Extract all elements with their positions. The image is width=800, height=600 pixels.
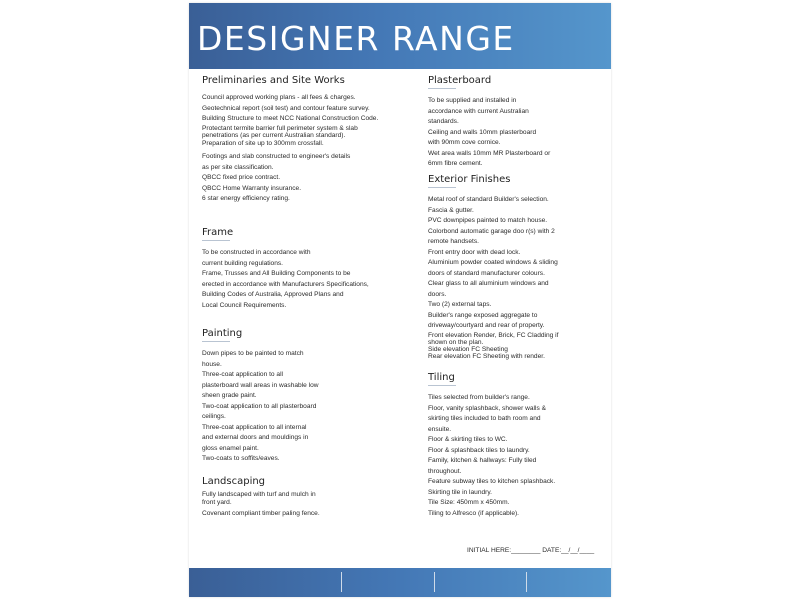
section-title: Plasterboard (428, 75, 492, 86)
spec-line: accordance with current Australian (428, 107, 529, 115)
spec-line: ensuite. (428, 425, 452, 433)
spec-line: gloss enamel paint. (202, 444, 259, 452)
spec-line: Covenant compliant timber paling fence. (202, 509, 320, 517)
spec-line: ceilings. (202, 413, 226, 420)
section-body (202, 93, 410, 205)
spec-line: Preparation of site up to 300mm crossfall. (202, 139, 324, 147)
spec-line: Tiles selected from builder's range. (428, 394, 530, 401)
spec-line: QBCC fixed price contract. (202, 174, 281, 181)
spec-line: throughout. (428, 467, 462, 475)
section-underline (428, 88, 456, 89)
spec-line: Frame, Trusses and All Building Components to be (202, 270, 351, 277)
spec-line: Rear elevation FC Sheeting with render. (428, 352, 545, 360)
spec-line: 6mm fibre cement. (428, 160, 483, 167)
spec-line: doors of standard manufacturer colours. (428, 269, 545, 277)
spec-line: Three-coat application to all internal (202, 423, 307, 431)
spec-line: doors. (428, 290, 447, 298)
section-body (428, 393, 610, 519)
spec-line: plasterboard wall areas in washable low (202, 381, 319, 389)
spec-line: Tiling to Alfresco (if applicable). (428, 509, 520, 517)
spec-line: Colorbond automatic garage doo r(s) with 2 (428, 227, 555, 235)
spec-line: Front elevation Render, Brick, FC Cladding if (428, 331, 559, 339)
section-exterior-finishes (428, 174, 610, 360)
section-body (428, 195, 610, 360)
spec-line: Floor & skirting tiles to WC. (428, 436, 508, 443)
spec-line: To be constructed in accordance with (202, 249, 311, 256)
spec-line: Ceiling and walls 10mm plasterboard (428, 128, 537, 136)
spec-line: Aluminium powder coated windows & sliding (428, 259, 558, 266)
spec-line: driveway/courtyard and rear of property. (428, 322, 545, 329)
section-frame (202, 227, 410, 311)
section-underline (202, 341, 230, 342)
spec-line: QBCC Home Warranty insurance. (202, 184, 302, 192)
spec-sheet-page (189, 3, 611, 597)
section-painting (202, 328, 410, 465)
spec-line: Metal roof of standard Builder's selection. (428, 196, 549, 203)
spec-line: with 90mm cove cornice. (428, 139, 501, 146)
footer-band (189, 568, 611, 597)
section-body (202, 491, 410, 519)
spec-line: Council approved working plans - all fees & charges. (202, 94, 356, 101)
spec-line: and external doors and mouldings in (202, 434, 309, 441)
section-body (202, 248, 410, 311)
section-title: Tiling (428, 372, 455, 383)
footer-divider (526, 572, 527, 592)
spec-line: Side elevation FC Sheeting (428, 345, 508, 353)
spec-line: Clear glass to all aluminium windows and (428, 280, 549, 287)
spec-line: Floor, vanity splashback, shower walls & (428, 404, 547, 412)
footer-divider (341, 572, 342, 592)
section-title: Painting (202, 328, 243, 339)
section-preliminaries (202, 75, 410, 205)
spec-line: Family, kitchen & hallways: Fully tiled (428, 457, 537, 464)
spec-line: house. (202, 360, 222, 368)
section-title: Preliminaries and Site Works (202, 75, 345, 86)
spec-line: Three-coat application to all (202, 371, 284, 378)
spec-line: Wet area walls 10mm MR Plasterboard or (428, 149, 551, 157)
spec-line: as per site classification. (202, 163, 274, 171)
spec-line: To be supplied and installed in (428, 97, 517, 104)
spec-line: Front entry door with dead lock. (428, 248, 521, 256)
spec-line: erected in accordance with Manufacturers Specifications, (202, 280, 369, 288)
section-body (202, 349, 410, 465)
spec-line: skirting tiles included to bath room and (428, 415, 541, 422)
spec-line: Two-coats to soffits/eaves. (202, 455, 280, 462)
footer-divider (434, 572, 435, 592)
spec-line: Feature subway tiles to kitchen splashback. (428, 478, 556, 485)
spec-line: Builder's range exposed aggregate to (428, 311, 538, 319)
section-title: Frame (202, 227, 234, 238)
spec-line: Two (2) external taps. (428, 301, 492, 308)
spec-line: Down pipes to be painted to match (202, 350, 304, 357)
section-body (428, 96, 610, 170)
initial-date-line: INITIAL HERE:________ DATE:__/__/____ (467, 547, 595, 554)
section-underline (428, 187, 456, 188)
spec-line: 6 star energy efficiency rating. (202, 195, 290, 202)
spec-line: Local Council Requirements. (202, 301, 287, 309)
spec-line: Skirting tile in laundry. (428, 488, 493, 496)
spec-line: Floor & splashback tiles to laundry. (428, 446, 530, 454)
section-tiling (428, 372, 610, 519)
spec-line: Building Structure to meet NCC National Construction Code. (202, 115, 379, 122)
page-title: DESIGNER RANGE (197, 19, 515, 58)
spec-line: Tile Size: 450mm x 450mm. (428, 499, 510, 506)
spec-line: current building regulations. (202, 259, 284, 267)
spec-line: Building Codes of Australia, Approved Plans and (202, 291, 344, 298)
section-underline (428, 385, 456, 386)
spec-line: Two-coat application to all plasterboard (202, 402, 317, 410)
spec-line: standards. (428, 118, 459, 125)
spec-line: remote handsets. (428, 238, 479, 245)
section-underline (202, 240, 230, 241)
section-title: Landscaping (202, 476, 266, 487)
spec-line: Protectant termite barrier full perimeter system & slab (202, 124, 358, 132)
section-plasterboard (428, 75, 610, 170)
section-title: Exterior Finishes (428, 174, 511, 185)
spec-line: shown on the plan. (428, 338, 484, 346)
spec-line: Fully landscaped with turf and mulch in (202, 491, 316, 498)
spec-line: Fascia & gutter. (428, 206, 474, 214)
spec-line: Footings and slab constructed to engineer's details (202, 153, 351, 160)
spec-line: penetrations (as per current Australian standard). (202, 131, 346, 139)
spec-line: sheen grade paint. (202, 392, 257, 399)
spec-line: PVC downpipes painted to match house. (428, 217, 548, 224)
spec-line: front yard. (202, 499, 232, 506)
spec-line: Geotechnical report (soil test) and contour feature survey. (202, 104, 370, 112)
section-landscaping (202, 476, 410, 519)
header-band (189, 3, 611, 69)
